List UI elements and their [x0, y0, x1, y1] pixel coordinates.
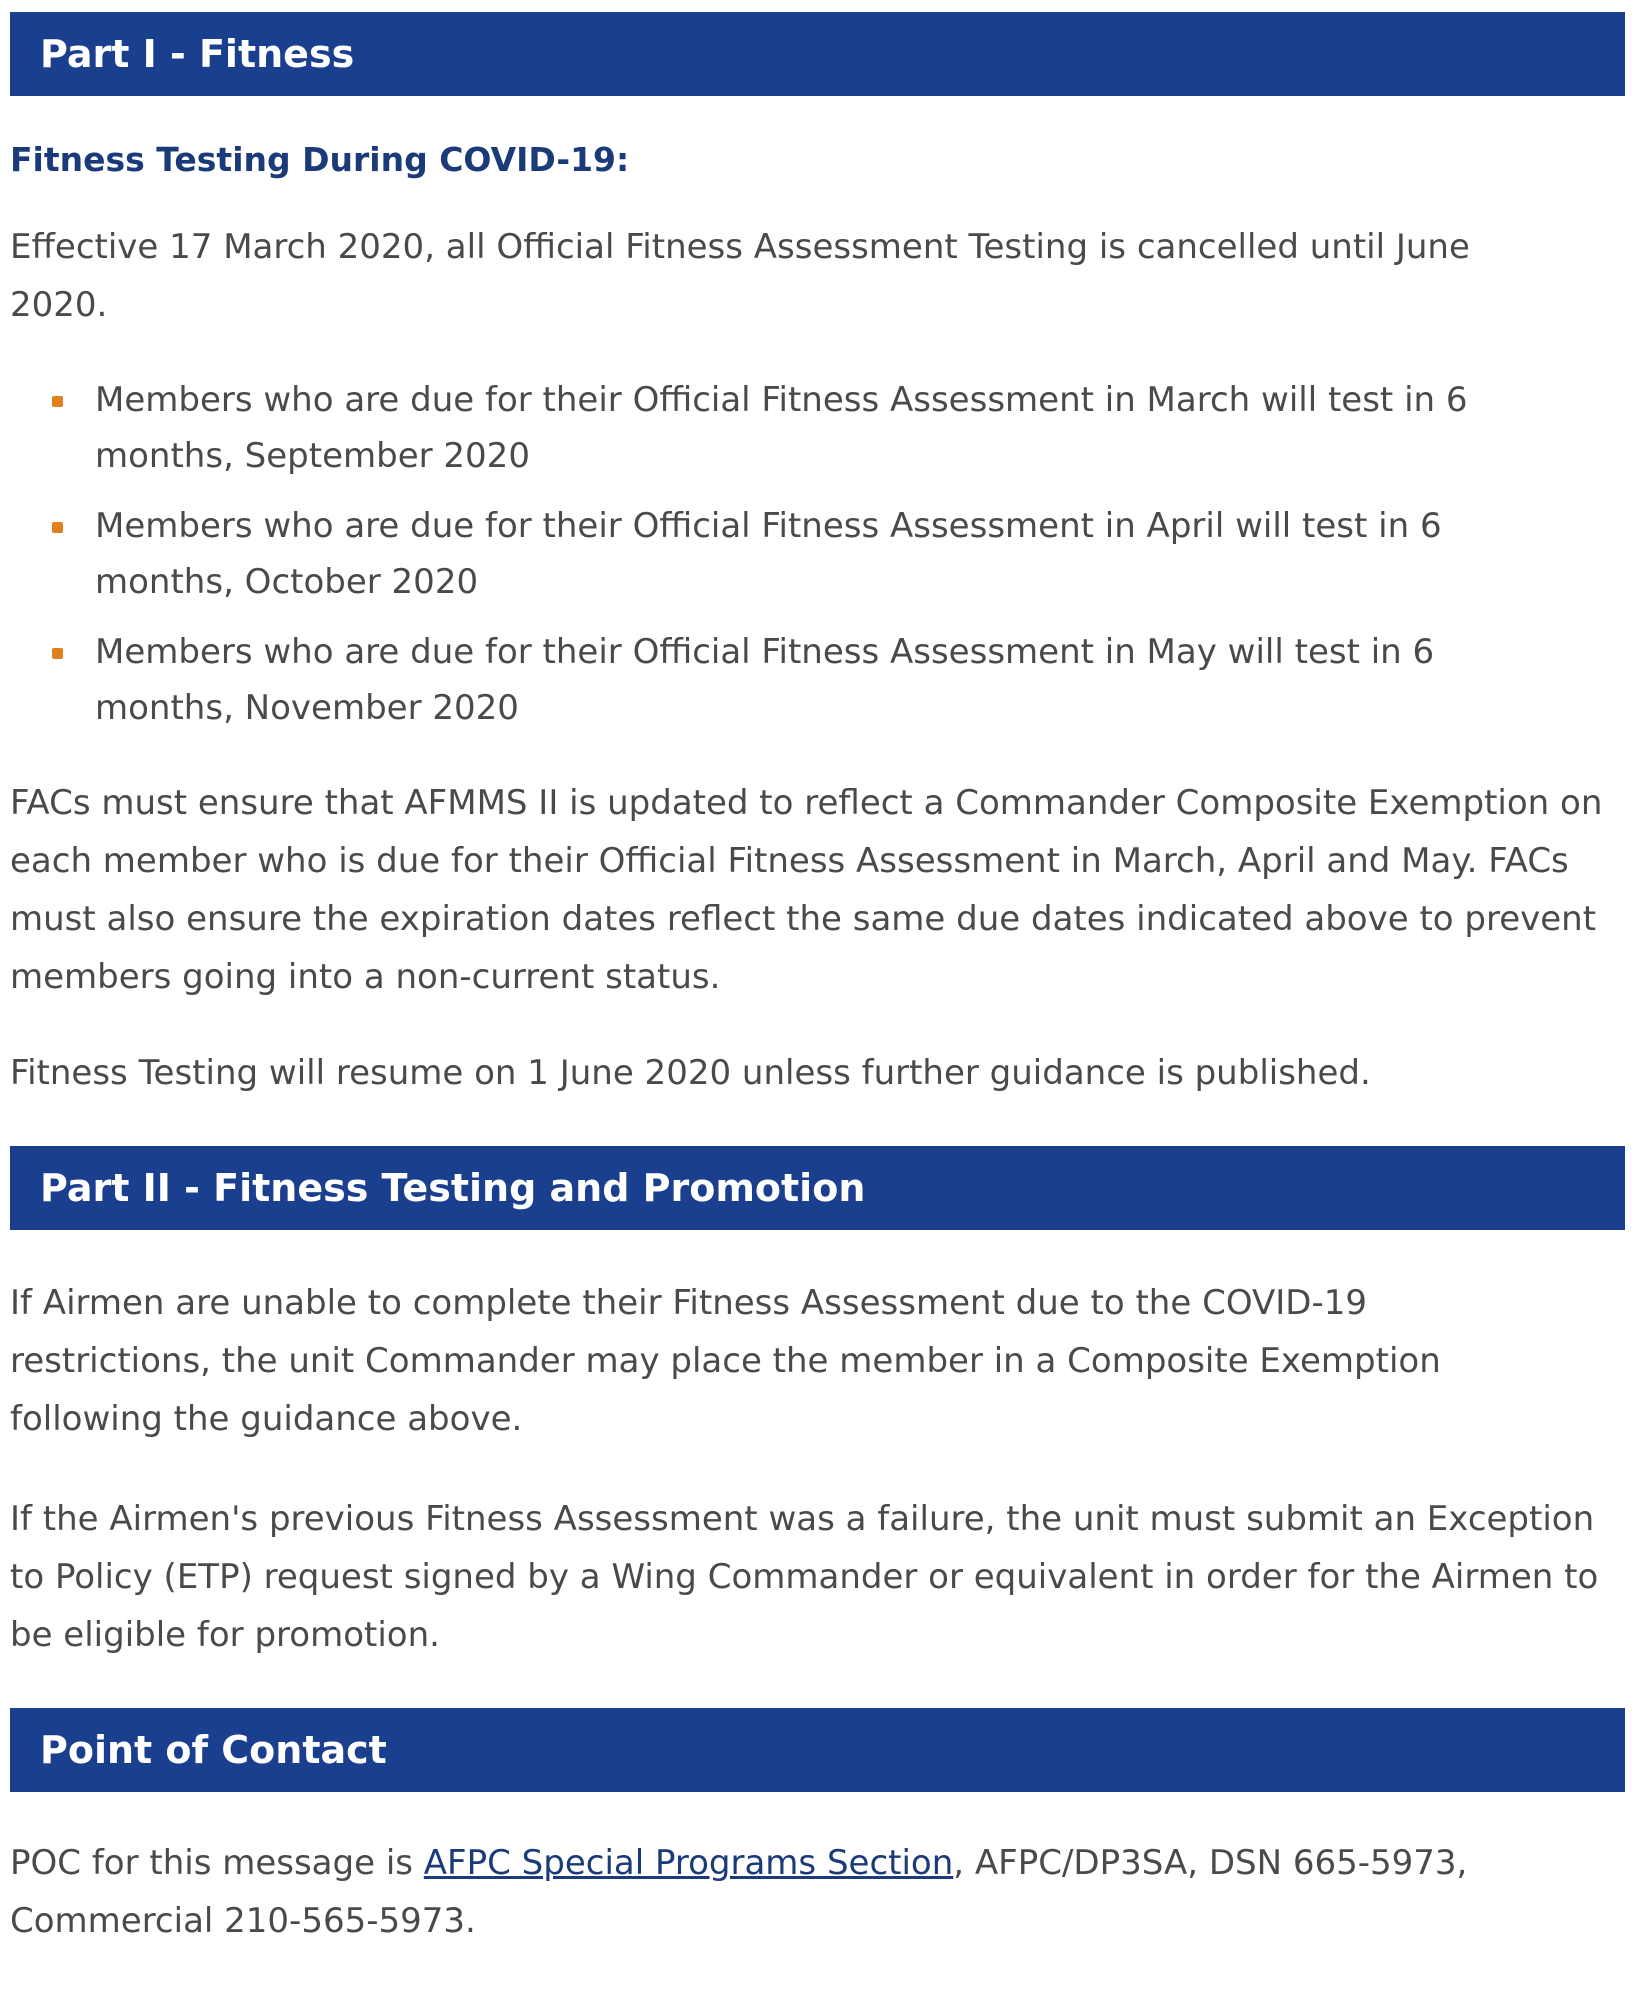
subheading-covid: Fitness Testing During COVID-19:	[10, 140, 630, 179]
list-item	[95, 624, 1565, 736]
section-header-part1: Part I - Fitness	[10, 12, 1625, 96]
poc-suffix: , AFPC/DP3SA, DSN 665-5973, Commercial 210-565-5973.	[10, 1843, 1468, 1941]
section-header-part2: Part II - Fitness Testing and Promotion	[10, 1146, 1625, 1230]
due-date-list	[10, 372, 1565, 736]
poc-prefix: POC for this message is	[10, 1843, 424, 1883]
facs-paragraph: FACs must ensure that AFMMS II is updated to reflect a Commander Composite Exemption on each member who is due for their Official Fitness Assessment in March, April and May. FACs must also ensure the expiration dates reflect the same due dates indicated above to prevent members going into a non-current status.	[10, 783, 1603, 997]
bullet-icon	[52, 648, 63, 659]
list-item-text: Members who are due for their Official Fitness Assessment in April will test in 6 months, October 2020	[95, 506, 1442, 602]
list-item-text: Members who are due for their Official Fitness Assessment in March will test in 6 months, September 2020	[95, 380, 1468, 476]
list-item-text: Members who are due for their Official Fitness Assessment in May will test in 6 months, November 2020	[95, 632, 1435, 728]
poc-paragraph	[10, 1834, 1550, 1950]
bullet-icon	[52, 522, 63, 533]
document-body	[10, 12, 1625, 1950]
etp-paragraph: If the Airmen's previous Fitness Assessment was a failure, the unit must submit an Exception to Policy (ETP) request signed by a Wing Commander or equivalent in order for the Airmen to be eligible for promotion.	[10, 1499, 1599, 1655]
afpc-special-programs-link[interactable]: AFPC Special Programs Section	[423, 1843, 954, 1883]
intro-paragraph: Effective 17 March 2020, all Official Fitness Assessment Testing is cancelled until June 2020.	[10, 227, 1470, 325]
section-header-contact: Point of Contact	[10, 1708, 1625, 1792]
resume-paragraph: Fitness Testing will resume on 1 June 2020 unless further guidance is published.	[10, 1053, 1371, 1093]
list-item	[95, 372, 1565, 484]
exemption-paragraph: If Airmen are unable to complete their Fitness Assessment due to the COVID-19 restrictions, the unit Commander may place the member in a Composite Exemption following the guidance above.	[10, 1283, 1441, 1439]
list-item	[95, 498, 1565, 610]
bullet-icon	[52, 396, 63, 407]
